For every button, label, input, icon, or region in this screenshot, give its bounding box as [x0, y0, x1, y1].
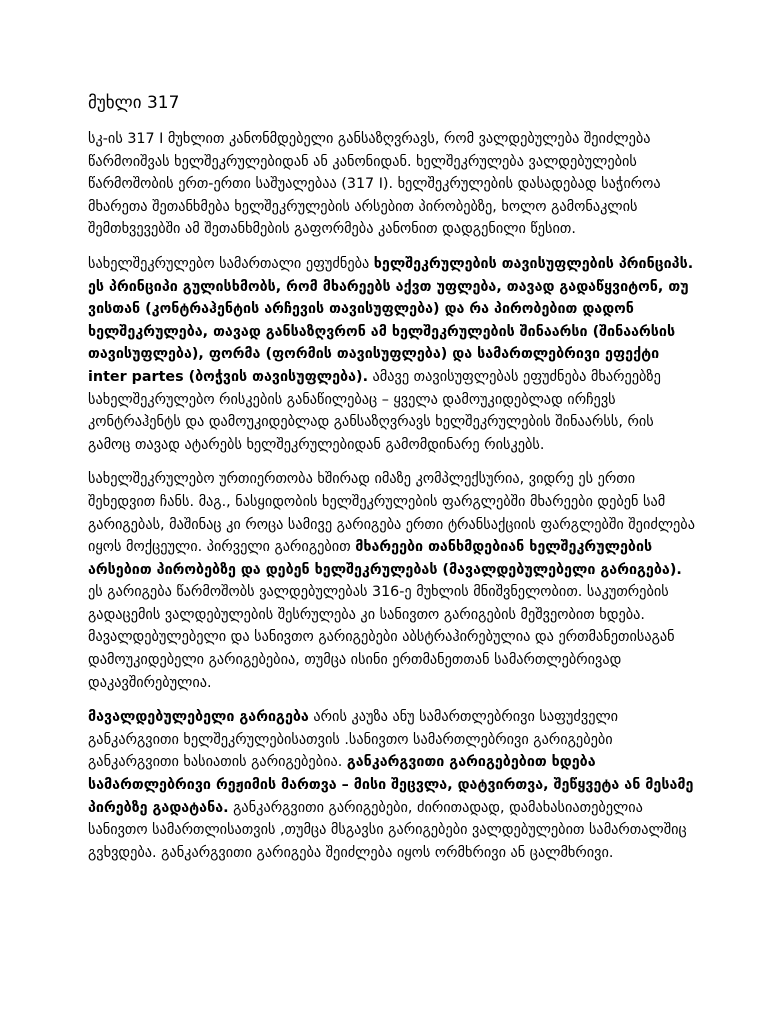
paragraph-2 — [88, 253, 700, 456]
bold-text: მავალდებულებელი გარიგება — [88, 709, 309, 726]
bold-text: განკარგვითი გარიგებებით ხდება სამართლებრივი რეჟიმის მართვა – მისი შეცვლა, დატვირთვა, შეწყვეტა ან მესამე პირებზე გადატანა. — [88, 754, 694, 816]
document-page — [88, 90, 700, 876]
paragraph-4 — [88, 706, 700, 864]
paragraph-text: ეს გარიგება წარმოშობს ვალდებულებას 316-ე მუხლის მნიშვნელობით. საკუთრების გადაცემის ვალდებულების შესრულება კი სანივთო გარიგების მეშვეობით ხდება. მავალდებულებელი და სანივთო გარიგებები აბსტრაჰირებულია და ერთმანეთისაგან დამოუკიდებელი გარიგებებია, თუმცა ისინი ერთმანეთთან სამართლებრივად დაკავშირებულია. — [88, 584, 675, 691]
paragraph-text: არის კაუზა ანუ სამართლებრივი საფუძველი განკარგვითი ხელშეკრულებისათვის .სანივთო სამართლებრივი გარიგებები განკარგვითი ხასიათის გარიგებებია. — [88, 709, 619, 771]
paragraph-text: სახელშეკრულებო ურთიერთობა ხშირად იმაზე კომპლექსურია, ვიდრე ეს ერთი შეხედვით ჩანს. მაგ., ნასყიდობის ხელშეკრულების ფარგლებში მხარეები დებენ სამ გარიგებას, მაშინაც კი როცა სამივე გარიგება ერთი ტრანსაქციის ფარგლებში შეიძლება იყოს მოქცეული. პირველი გარიგებით — [88, 471, 695, 556]
paragraph-text: ამავე თავისუფლებას ეფუძნება მხარეებზე სახელშეკრულებო რისკების განაწილებაც – ყველა დამოუკიდებლად ირჩევს კონტრაჰენტს და დამოუკიდებლად განსაზღვრავს ხელშეკრულების შინაარსს, რის გამოც თავად ატარებს ხელშეკრულებიდან გამომდინარე რისკებს. — [88, 368, 661, 453]
paragraph-text: სკ-ის 317 I მუხლით კანონმდებელი განსაზღვრავს, რომ ვალდებულება შეიძლება წარმოიშვას ხელშეკრულებიდან ან კანონიდან. ხელშეკრულება ვალდებულების წარმოშობის ერთ-ერთი საშუალებაა (317 I). ხელშეკრულების დასადებად საჭიროა მხარეთა შეთანხმება ხელშეკრულების არსებით პირობებზე, ხოლო გამონაკლის შემთხვევებში ამ შეთანხმების გაფორმება კანონით დადგენილი წესით. — [88, 131, 661, 238]
paragraph-text: სახელშეკრულებო სამართალი ეფუძნება — [88, 255, 374, 272]
bold-text: ხელშეკრულების თავისუფლების პრინციპს. ეს პრინციპი გულისხმობს, რომ მხარეებს აქვთ უფლება, თავად გადაწყვიტონ, თუ ვისთან (კონტრაჰენტის არჩევის თავისუფლება) და რა პირობებით დადონ ხელშეკრულება, თავად განსაზღვრონ ამ ხელშეკრულების შინაარსი (შინაარსის თავისუფლება), ფორმა (ფორმის თავისუფლება) და სამართლებრივი ეფექტი inter partes (ბოჭვის თავისუფლება). — [88, 255, 694, 385]
paragraph-text: განკარგვითი გარიგებები, ძირითადად, დამახასიათებელია სანივთო სამართლისათვის ,თუმცა მსგავსი გარიგებები ვალდებულებით სამართალშიც გვხვდება. განკარგვითი გარიგება შეიძლება იყოს ორმხრივი ან ცალმხრივი. — [88, 799, 687, 861]
article-title: მუხლი 317 — [88, 93, 180, 113]
paragraph-3 — [88, 468, 700, 694]
paragraph-1 — [88, 128, 700, 241]
bold-text: მხარეები თანხმდებიან ხელშეკრულების არსებით პირობებზე და დებენ ხელშეკრულებას (მავალდებულებელი გარიგება). — [88, 539, 682, 578]
